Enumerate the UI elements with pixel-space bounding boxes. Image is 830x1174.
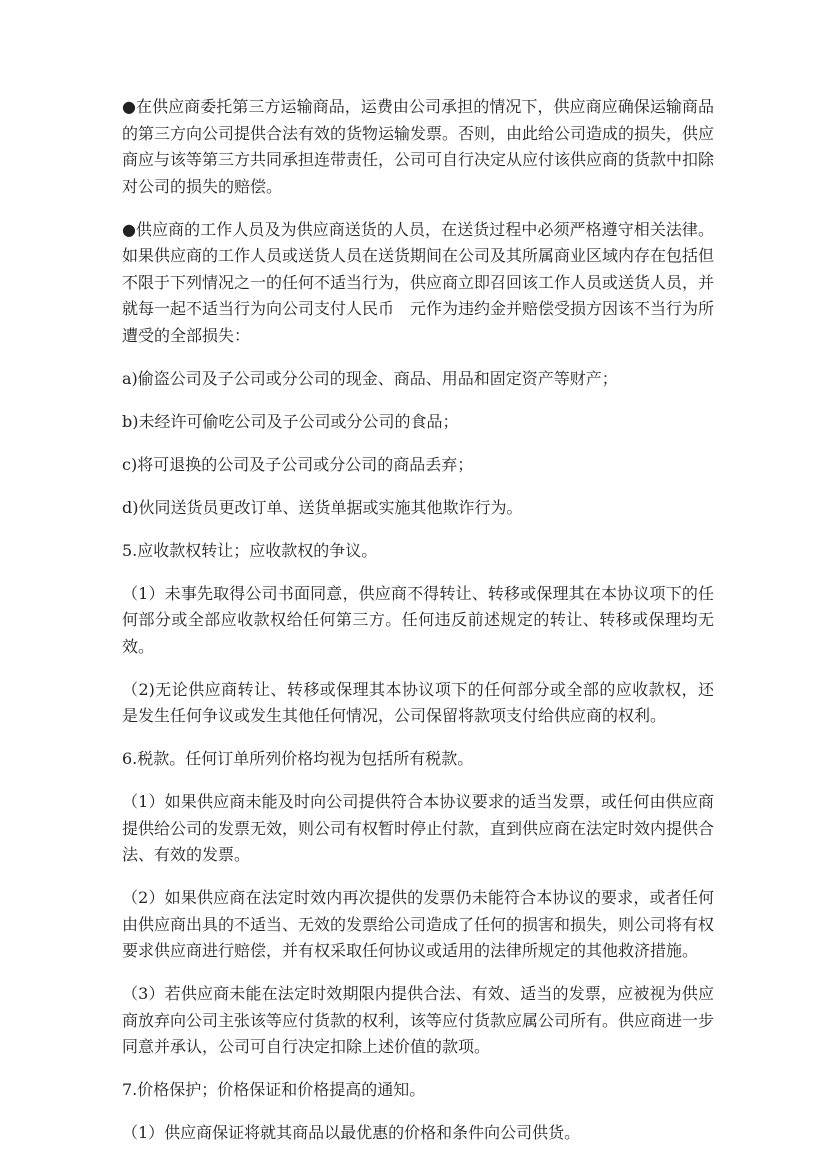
clause-5-1: （1）未事先取得公司书面同意，供应商不得转让、转移或保理其在本协议项下的任何部分或全部应收款权给任何第三方。任何违反前述规定的转让、转移或保理均无效。 [122,583,714,656]
clause-6-1: （1）如果供应商未能及时向公司提供符合本协议要求的适当发票，或任何由供应商提供给公司的发票无效，则公司有权暂时停止付款，直到供应商在法定时效内提供合法、有效的发票。 [122,792,715,864]
clause-6-3: （3）若供应商未能在法定时效期限内提供合法、有效、适当的发票，应被视为供应商放弃向公司主张该等应付货款的权利，该等应付货款应属公司所有。供应商进一步同意并承认，公司可自行决定扣除上述价值的款项。 [122,984,715,1056]
document-page [122,94,714,1163]
clause-7-1: （1）供应商保证将就其商品以最优惠的价格和条件向公司供货。 [122,1123,581,1142]
paragraph-freight-invoice: ●在供应商委托第三方运输商品，运费由公司承担的情况下，供应商应确保运输商品的第三方向公司提供合法有效的货物运输发票。否则，由此给公司造成的损失，供应商应与该等第三方共同承担连带责任，公司可自行决定从应付该供应商的货款中扣除对公司的损失的赔偿。 [122,97,715,196]
section-heading-5: 5.应收款权转让；应收款权的争议。 [122,540,378,560]
clause-6-2: （2）如果供应商在法定时效内再次提供的发票仍未能符合本协议的要求，或者任何由供应商出具的不适当、无效的发票给公司造成了任何的损害和损失，则公司将有权要求供应商进行赔偿，并有权采取任何协议或适用的法律所规定的其他救济措施。 [122,888,715,960]
list-item-b: b)未经许可偷吃公司及子公司或分公司的食品； [122,411,459,431]
clause-5-2: （2)无论供应商转让、转移或保理其本协议项下的任何部分或全部的应收款权，还是发生任何争议或发生其他任何情况，公司保留将款项支付给供应商的权利。 [122,679,714,725]
section-heading-6: 6.税款。任何订单所列价格均视为包括所有税款。 [122,749,474,768]
list-item-d: d)伙同送货员更改订单、送货单据或实施其他欺诈行为。 [122,497,523,517]
list-item-c: c)将可退换的公司及子公司或分公司的商品丢弃； [122,454,474,474]
section-heading-7: 7.价格保护；价格保证和价格提高的通知。 [122,1080,426,1099]
paragraph-delivery-staff: ●供应商的工作人员及为供应商送货的人员，在送货过程中必须严格遵守相关法律。如果供应商的工作人员或送货人员在送货期间在公司及其所属商业区域内存在包括但不限于下列情况之一的任何不适当行为，供应商立即召回该工作人员或送货人员，并就每一起不适当行为向公司支付人民币 元作为违约金并赔偿受损方因该不当行为所遭受的全部损失： [122,219,715,345]
list-item-a: a)偷盗公司及子公司或分公司的现金、商品、用品和固定资产等财产； [122,368,618,388]
